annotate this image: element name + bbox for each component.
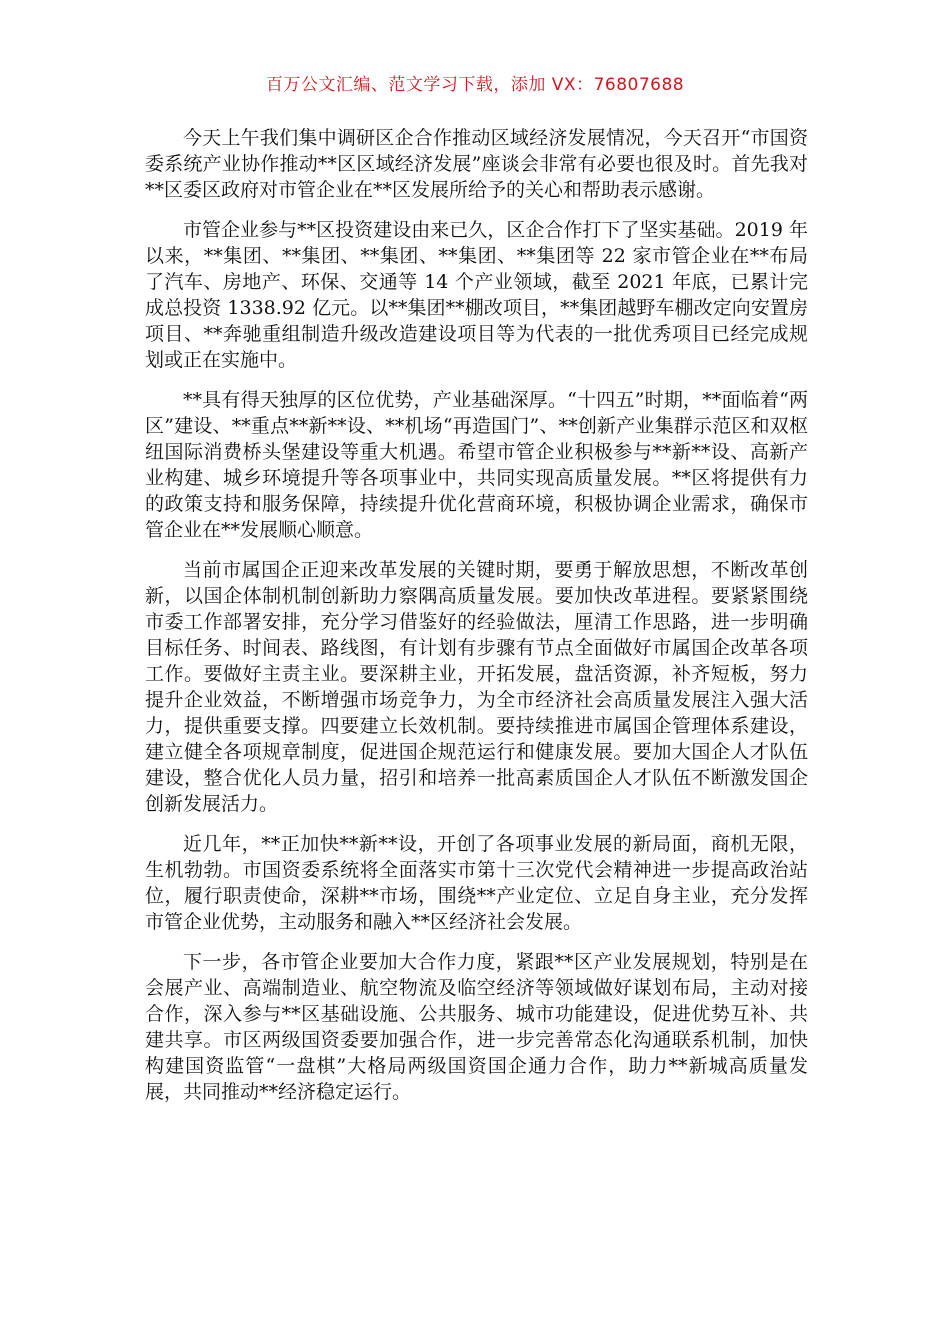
paragraph-1: 今天上午我们集中调研区企合作推动区域经济发展情况，今天召开“市国资委系统产业协作推动**区区域经济发展”座谈会非常有必要也很及时。首先我对**区委区政府对市管企业在**区发展所给予的关心和帮助表示感谢。	[145, 127, 808, 201]
paragraph-3: **具有得天独厚的区位优势，产业基础深厚。“十四五”时期，**面临着“两区”建设、**重点**新**设、**机场“再造国门”、**创新产业集群示范区和双枢纽国际消费桥头堡建设等重大机遇。希望市管企业积极参与**新**设、高新产业构建、城乡环境提升等各项事业中，共同实现高质量发展。**区将提供有力的政策支持和服务保障，持续提升优化营商环境，积极协调企业需求，确保市管企业在**发展顺心顺意。	[145, 389, 808, 541]
header-watermark-text: 百万公文汇编、范文学习下载，添加 VX：76807688	[265, 75, 685, 95]
document-body	[145, 125, 808, 1119]
paragraph-5: 近几年，**正加快**新**设，开创了各项事业发展的新局面，商机无限，生机勃勃。市国资委系统将全面落实市第十三次党代会精神进一步提高政治站位，履行职责使命，深耕**市场，围绕**产业定位、立足自身主业，充分发挥市管企业优势，主动服务和融入**区经济社会发展。	[145, 833, 808, 933]
paragraph-4: 当前市属国企正迎来改革发展的关键时期，要勇于解放思想，不断改革创新，以国企体制机制创新助力察隅高质量发展。要加快改革进程。要紧紧围绕市委工作部署安排，充分学习借鉴好的经验做法，厘清工作思路，进一步明确目标任务、时间表、路线图，有计划有步骤有节点全面做好市属国企改革各项工作。要做好主责主业。要深耕主业，开拓发展，盘活资源，补齐短板，努力提升企业效益，不断增强市场竞争力，为全市经济社会高质量发展注入强大活力，提供重要支撑。四要建立长效机制。要持续推进市属国企管理体系建设，建立健全各项规章制度，促进国企规范运行和健康发展。要加大国企人才队伍建设，整合优化人员力量，招引和培养一批高素质国企人才队伍不断激发国企创新发展活力。	[145, 559, 808, 815]
paragraph-6: 下一步，各市管企业要加大合作力度，紧跟**区产业发展规划，特别是在会展产业、高端制造业、航空物流及临空经济等领域做好谋划布局，主动对接合作，深入参与**区基础设施、公共服务、城市功能建设，促进优势互补、共建共享。市区两级国资委要加强合作，进一步完善常态化沟通联系机制，加快构建国资监管“一盘棋”大格局两级国资国企通力合作，助力**新城高质量发展，共同推动**经济稳定运行。	[145, 951, 808, 1103]
paragraph-2: 市管企业参与**区投资建设由来已久，区企合作打下了坚实基础。2019 年以来，**集团、**集团、**集团、**集团、**集团等 22 家市管企业在**布局了汽车、房地产、环保、交通等 14 个产业领域，截至 2021 年底，已累计完成总投资 1338.92 亿元。以**集团**棚改项目，**集团越野车棚改定向安置房项目、**奔驰重组制造升级改造建设项目等为代表的一批优秀项目已经完成规划或正在实施中。	[145, 219, 808, 371]
